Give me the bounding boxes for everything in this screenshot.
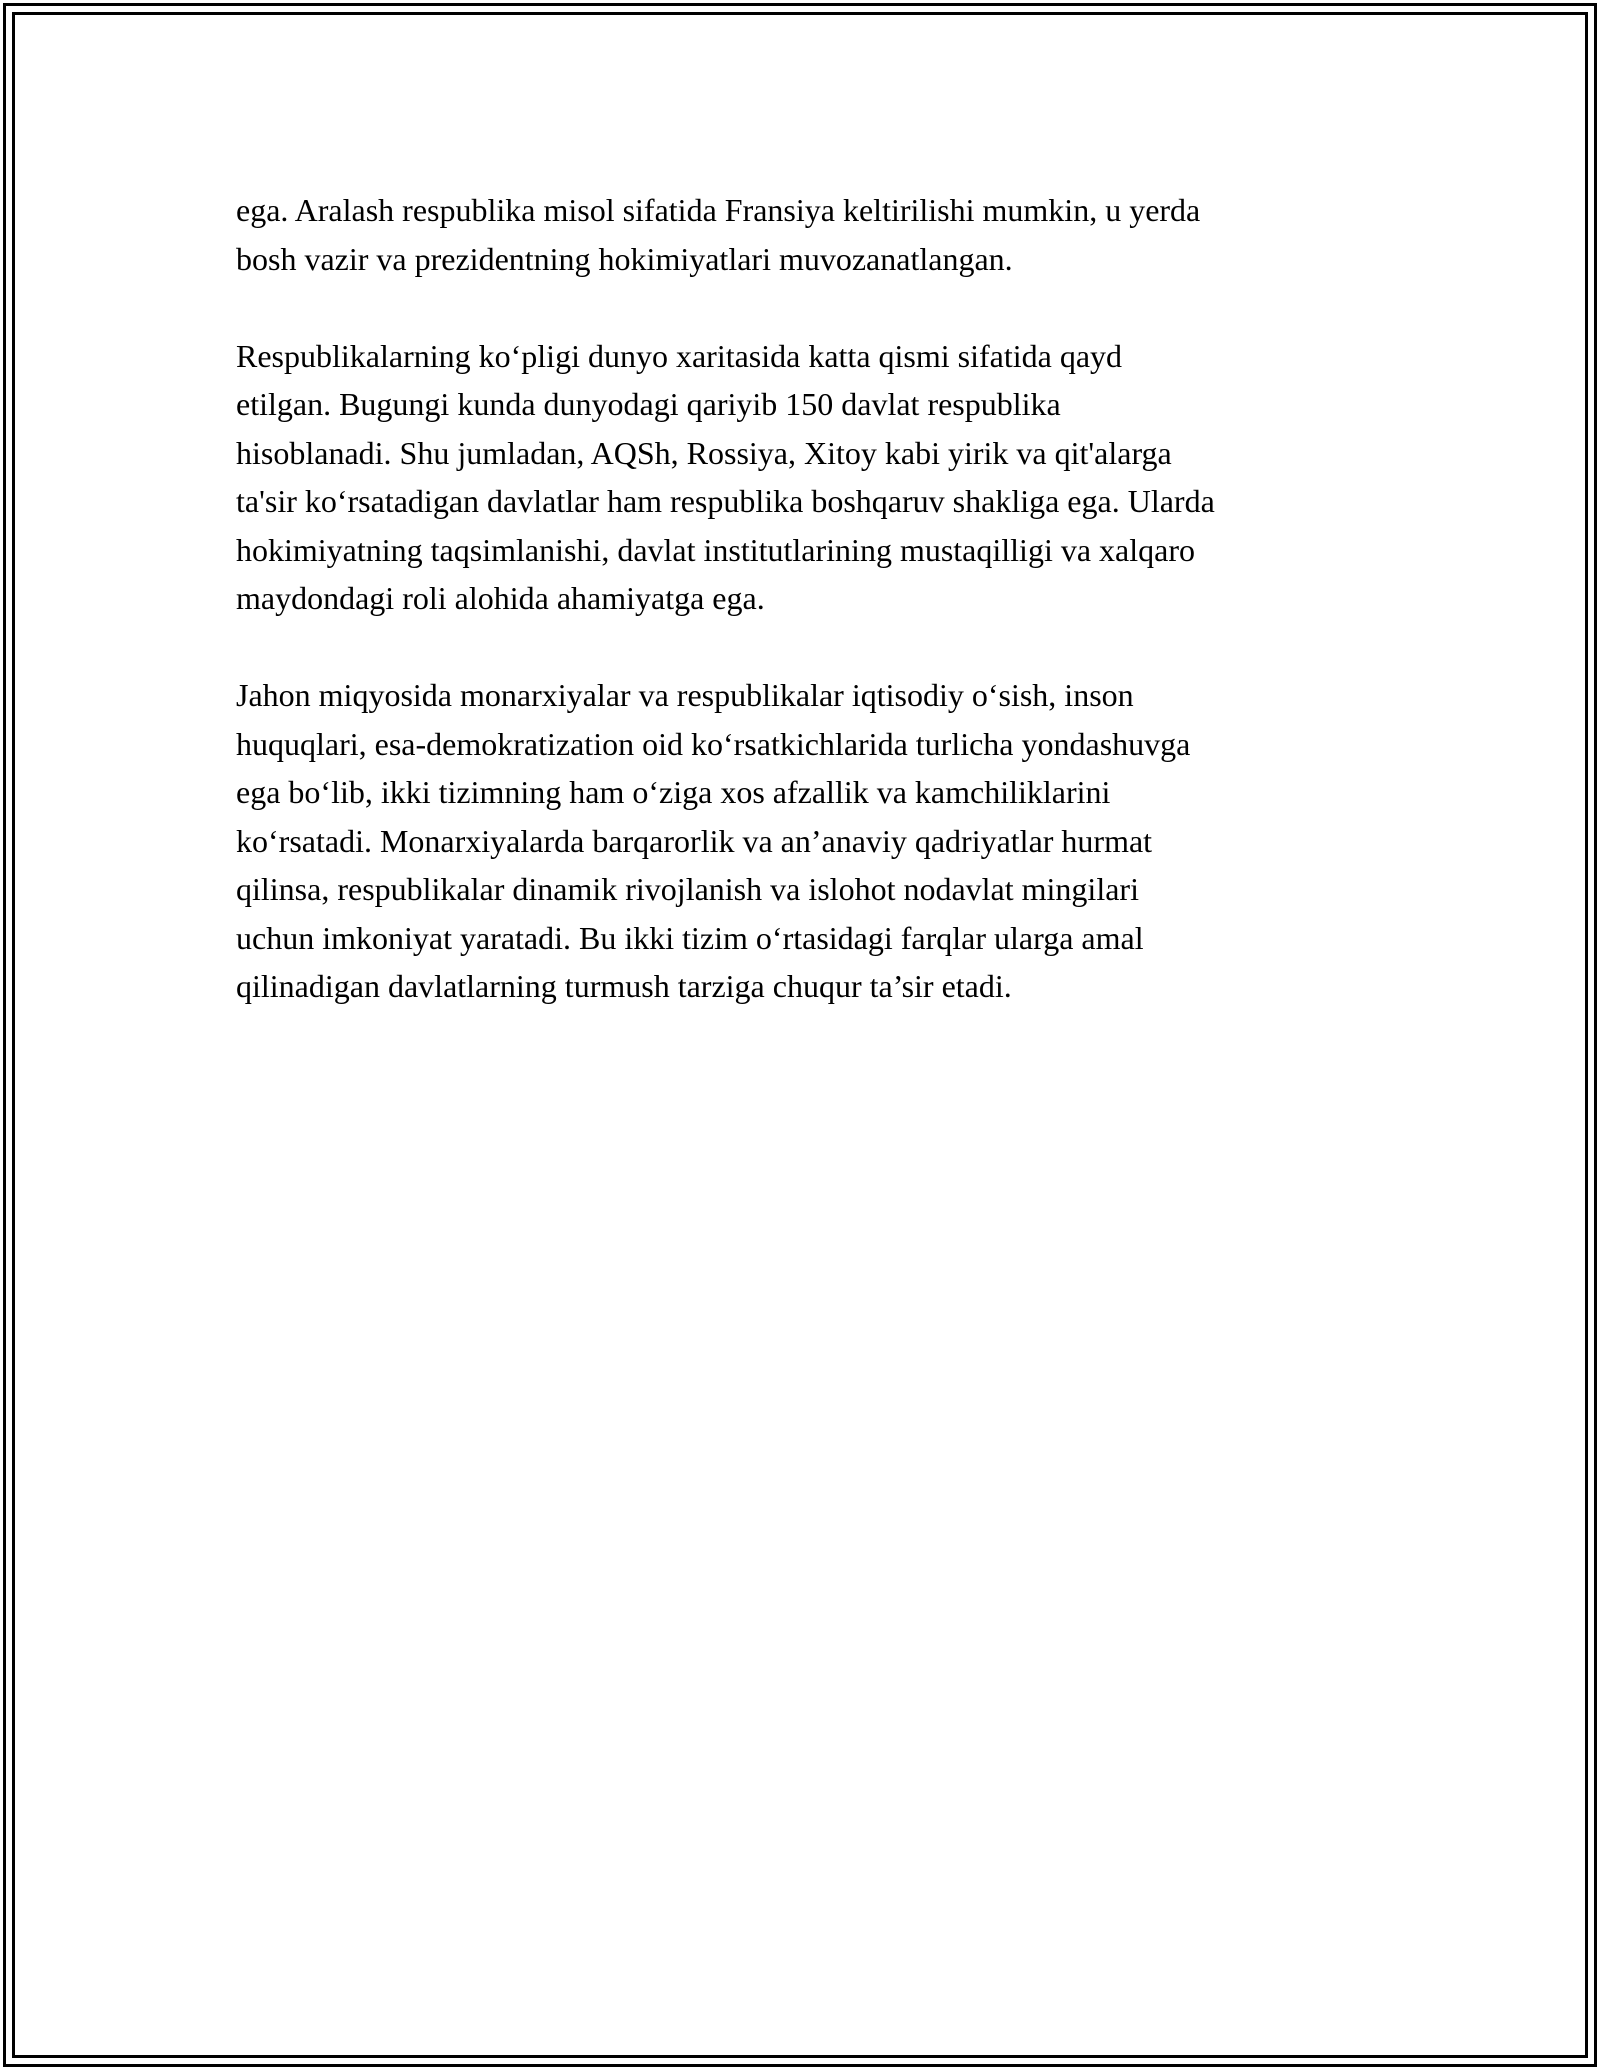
text-line: ko‘rsatadi. Monarxiyalarda barqarorlik va an’anaviy qadriyatlar hurmat (236, 822, 1153, 859)
document-body (236, 186, 1366, 1059)
paragraph-2 (236, 332, 1366, 623)
text-line: hokimiyatning taqsimlanishi, davlat institutlarining mustaqilligi va xalqaro (236, 531, 1195, 568)
text-line: bosh vazir va prezidentning hokimiyatlari muvozanatlangan. (236, 240, 1013, 277)
text-line: etilgan. Bugungi kunda dunyodagi qariyib 150 davlat respublika (236, 386, 1061, 422)
text-line: ega. Aralash respublika misol sifatida Fransiya keltirilishi mumkin, u yerda (236, 192, 1201, 228)
text-line: ega bo‘lib, ikki tizimning ham o‘ziga xos afzallik va kamchiliklarini (236, 774, 1111, 810)
text-line: qilinadigan davlatlarning turmush tarziga chuqur ta’sir etadi. (236, 968, 1012, 1004)
text-line: maydondagi roli alohida ahamiyatga ega. (236, 580, 765, 616)
text-line: Respublikalarning ko‘pligi dunyo xaritasida katta qismi sifatida qayd (236, 337, 1123, 374)
text-line: uchun imkoniyat yaratadi. Bu ikki tizim o‘rtasidagi farqlar ularga amal (236, 919, 1144, 956)
text-line: huquqlari, esa-demokratization oid ko‘rsatkichlarida turlicha yondashuvga (236, 725, 1191, 762)
paragraph-3 (236, 671, 1366, 1011)
text-line: ta'sir ko‘rsatadigan davlatlar ham respublika boshqaruv shakliga ega. Ularda (236, 483, 1215, 519)
text-line: hisoblanadi. Shu jumladan, AQSh, Rossiya, Xitoy kabi yirik va qit'alarga (236, 434, 1172, 471)
text-line: Jahon miqyosida monarxiyalar va respublikalar iqtisodiy o‘sish, inson (236, 677, 1134, 713)
text-line: qilinsa, respublikalar dinamik rivojlanish va islohot nodavlat mingilari (236, 871, 1139, 907)
paragraph-1 (236, 186, 1366, 283)
